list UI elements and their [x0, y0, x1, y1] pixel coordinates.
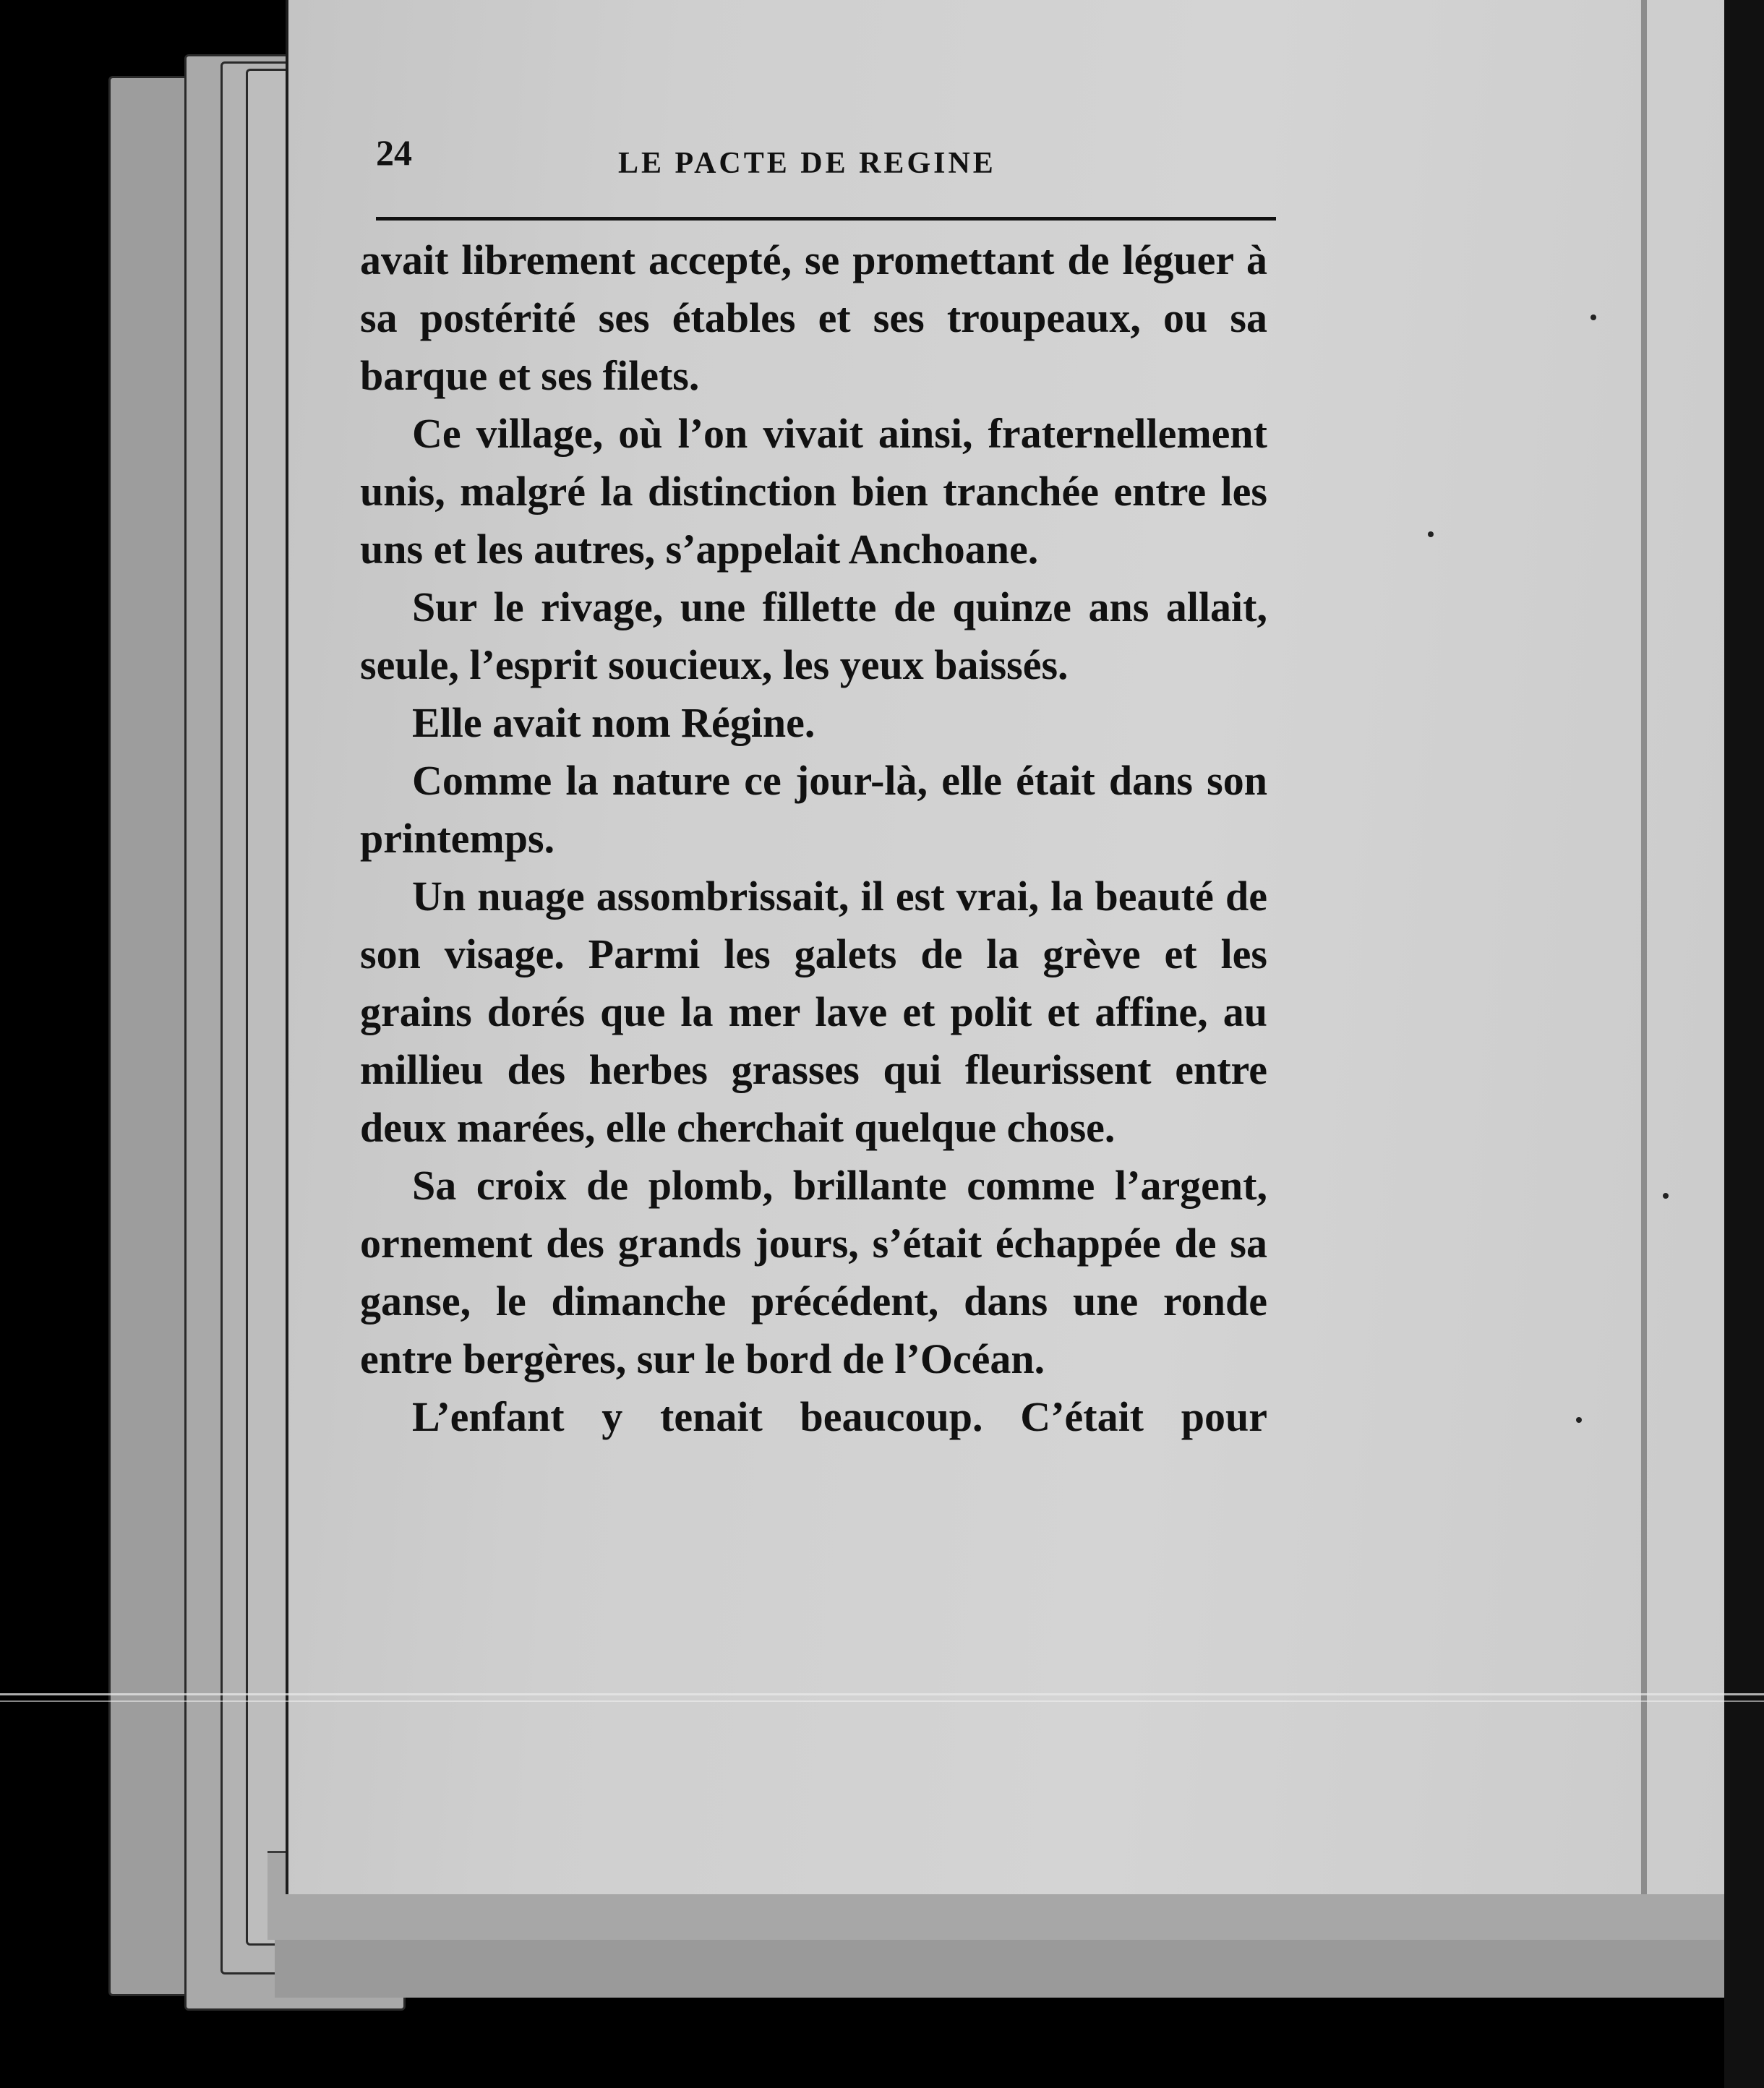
paragraph: Ce village, où l’on vivait ainsi, fraternellement unis, malgré la distinction bien tranchée entre les uns et les autres, s’appelait Anchoane.	[360, 410, 1267, 573]
page-header	[376, 132, 1272, 189]
paragraph: Elle avait nom Régine.	[412, 699, 815, 746]
paragraph: Un nuage assombrissait, il est vrai, la beauté de son visage. Parmi les galets de la grève et les grains dorés que la mer lave et polit et affine, au millieu des herbes grasses qui fleurissent entre deux marées, elle cherchait quelque chose.	[360, 873, 1267, 1151]
paragraph: Comme la nature ce jour-là, elle était dans son printemps.	[360, 757, 1267, 862]
page-number: 24	[376, 132, 412, 173]
header-rule	[376, 217, 1276, 221]
scan-artifact-line	[0, 1700, 1764, 1702]
paragraph: avait librement accepté, se promettant de léguer à sa postérité ses étables et ses troupeaux, ou sa barque et ses filets.	[360, 236, 1267, 399]
scan-speck	[1428, 531, 1434, 537]
paragraph: Sur le rivage, une fillette de quinze ans allait, seule, l’esprit soucieux, les yeux baissés.	[360, 583, 1267, 688]
running-head: LE PACTE DE REGINE	[618, 147, 996, 180]
paragraph: L’enfant y tenait beaucoup. C’était pour	[412, 1393, 1267, 1440]
scan-speck	[1663, 1193, 1669, 1199]
scan-speck	[1590, 315, 1596, 320]
body-text	[360, 231, 1267, 1446]
scan-border	[1724, 0, 1764, 2088]
scan-artifact-line	[0, 1693, 1764, 1695]
paragraph: Sa croix de plomb, brillante comme l’argent, ornement des grands jours, s’était échappée de sa ganse, le dimanche précédent, dans une ronde entre bergères, sur le bord de l’Océan.	[360, 1162, 1267, 1382]
scan-speck	[1576, 1417, 1582, 1423]
page-fold	[1641, 0, 1647, 1894]
